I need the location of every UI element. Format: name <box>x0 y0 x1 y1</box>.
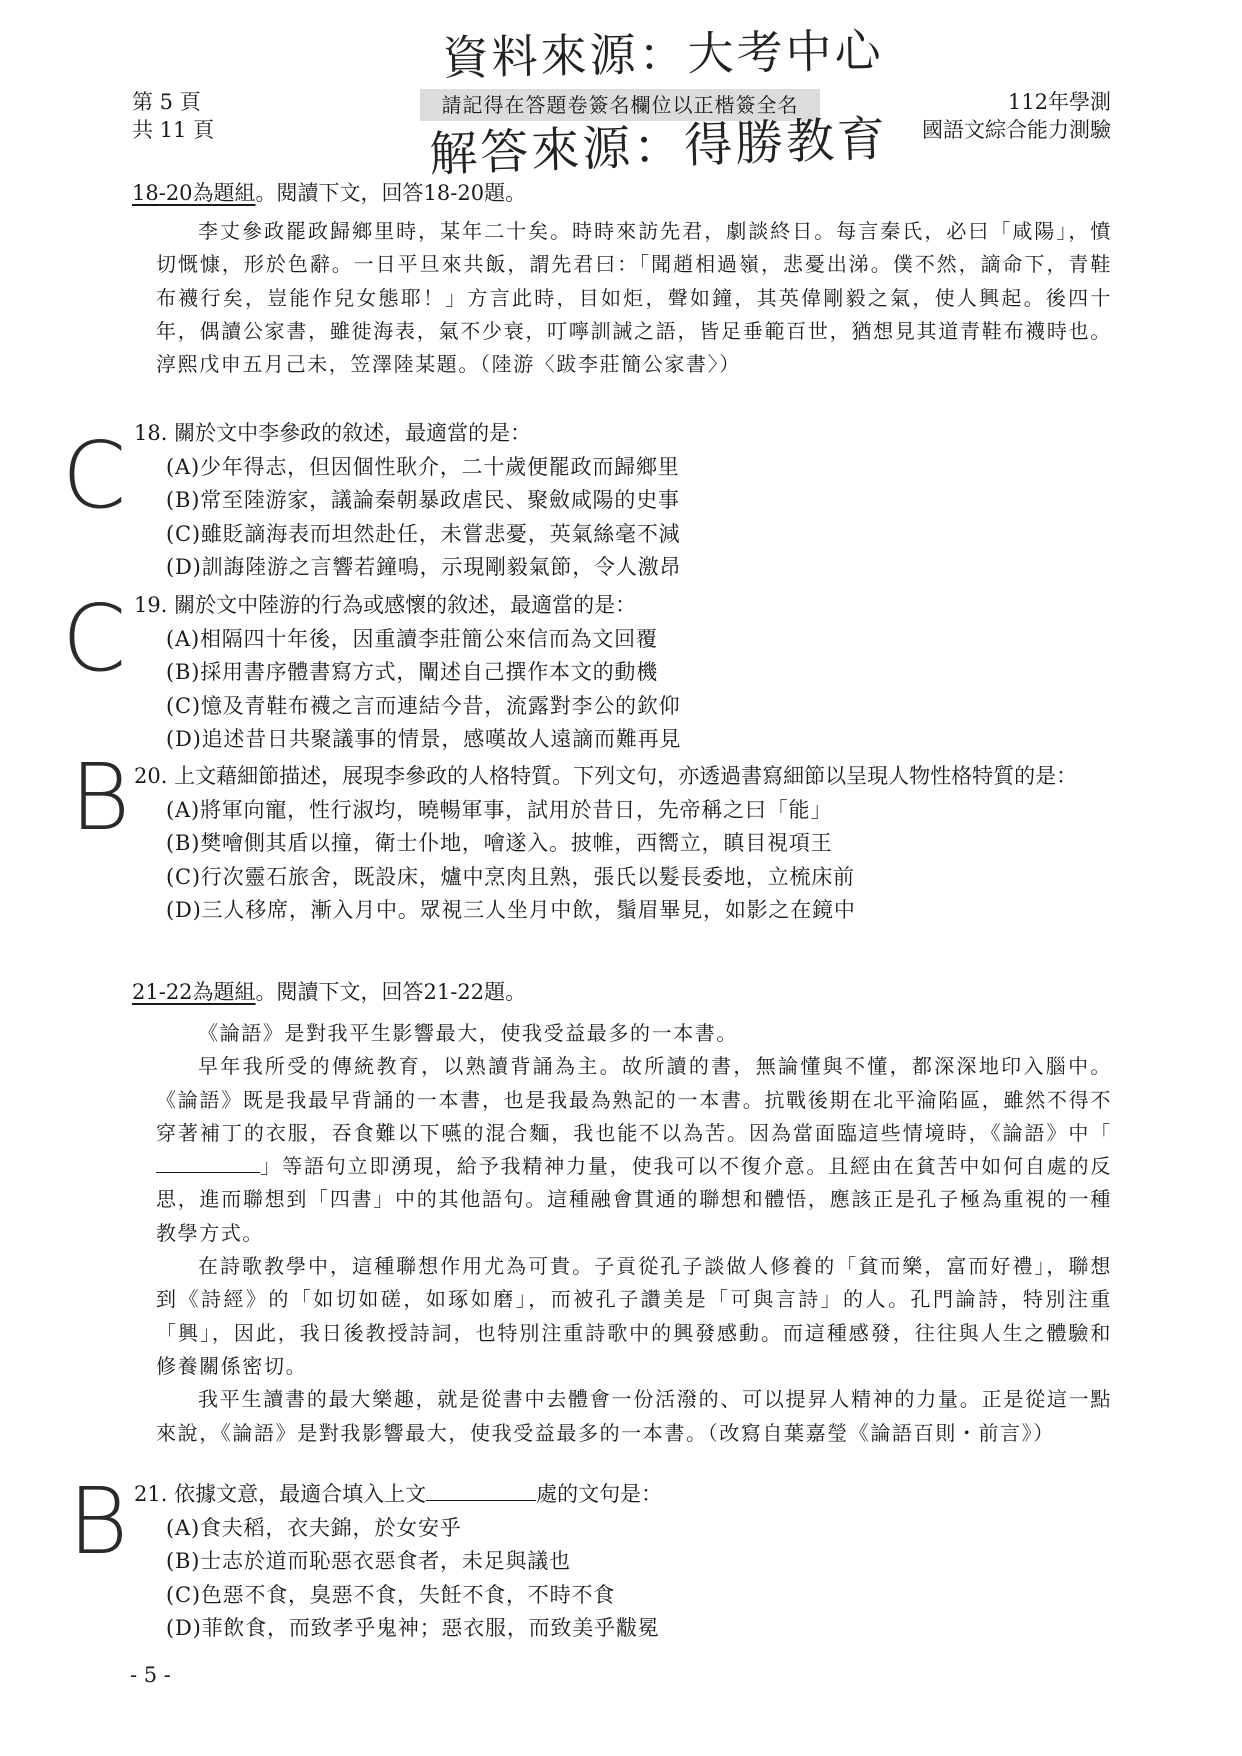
handwritten-answer-19: C <box>62 585 127 692</box>
handwritten-answer-21: B <box>68 1468 129 1575</box>
option-d: (D)三人移席，漸入月中。眾視三人坐月中飲，鬚眉畢見，如影之在鏡中 <box>166 898 856 922</box>
passage-paragraph-3: 在詩歌教學中，這種聯想作用尤為可貴。子貢從孔子談做人修養的「貧而樂，富而好禮」，聯想到《詩經》的「如切如磋，如琢如磨」，而被孔子讚美是「可與言詩」的人。孔門論詩，特別注重「興」，因此，我日後教授詩詞，也特別注重詩歌中的興發感動。而這種感發，往往與人生之體驗和修養關係密切。 <box>156 1254 1112 1378</box>
stem-before-blank: 21. 依據文意，最適合填入上文 <box>134 1482 427 1506</box>
paragraph-2-after-blank: 」等語句立即湧現，給予我精神力量，使我可以不復介意。且經由在貧苦中如何自處的反思，進而聯想到「四書」中的其他語句。這種融會貫通的聯想和體悟，應該正是孔子極為重視的一種教學方式。 <box>156 1154 1112 1245</box>
fill-in-blank <box>156 1154 260 1173</box>
handwritten-answer-20: B <box>70 744 131 851</box>
option-c: (C)雖貶謫海表而坦然赴任，未嘗悲憂，英氣絲毫不減 <box>166 521 681 546</box>
signature-reminder-banner: 請記得在答題卷簽名欄位以正楷簽全名 <box>420 89 820 121</box>
stem-blank <box>426 1482 536 1501</box>
question-19 <box>134 589 1114 757</box>
page-number-label: 第 5 頁 <box>132 90 201 114</box>
option-b: (B)採用書序體書寫方式，闡述自己撰作本文的動機 <box>166 660 659 684</box>
handwritten-answer-18: C <box>62 422 127 529</box>
option-b: (B)樊噲側其盾以撞，衛士仆地，噲遂入。披帷，西嚮立，瞋目視項王 <box>166 831 833 855</box>
stem-after-blank: 處的文句是： <box>536 1482 663 1506</box>
option-b: (B)士志於道而恥惡衣惡食者，未足與議也 <box>166 1549 571 1573</box>
passage-paragraph-1: 《論語》是對我平生影響最大，使我受益最多的一本書。 <box>198 1021 738 1045</box>
group-title-rest: 。閱讀下文，回答18-20題。 <box>255 181 527 205</box>
option-a: (A)食夫稻，衣夫錦，於女安乎 <box>166 1515 462 1540</box>
question-stem <box>134 1478 1114 1512</box>
group-title-rest: 。閱讀下文，回答21-22題。 <box>255 980 527 1004</box>
exam-year: 112年學測 <box>1007 90 1111 114</box>
question-20 <box>134 760 1114 928</box>
option-a: (A)相隔四十年後，因重讀李莊簡公來信而為文回覆 <box>166 626 658 651</box>
handwritten-answer-source-note: 解答來源：得勝教育 <box>428 110 890 183</box>
question-21 <box>134 1478 1114 1646</box>
option-d: (D)菲飲食，而致孝乎鬼神；惡衣服，而致美乎黻冕 <box>166 1616 660 1640</box>
paragraph-2-before-blank: 早年我所受的傳統教育，以熟讀背誦為主。故所讀的書，無論懂與不懂，都深深地印入腦中。《論語》既是我最早背誦的一本書，也是我最為熟記的一本書。抗戰後期在北平淪陷區，雖然不得不穿著補丁的衣服，吞食難以下嚥的混合麵，我也能不以為苦。因為當面臨這些情境時，《論語》中「 <box>156 1054 1112 1145</box>
question-18 <box>134 417 1114 585</box>
exam-name: 國語文綜合能力測驗 <box>922 118 1111 142</box>
group-title-underlined: 18-20為題組 <box>132 181 256 205</box>
group-title-underlined: 21-22為題組 <box>132 980 256 1004</box>
passage-paragraph: 李丈參政罷政歸鄉里時，某年二十矣。時時來訪先君，劇談終日。每言秦氏，必曰「咸陽」，憤切慨慷，形於色辭。一日平旦來共飯，謂先君曰：「聞趙相過嶺，悲憂出涕。僕不然，謫命下，青鞋布襪行矣，豈能作兒女態耶！」方言此時，目如炬，聲如鐘，其英偉剛毅之氣，使人興起。後四十年，偶讀公家書，雖徙海表，氣不少衰，叮嚀訓誡之語，皆足垂範百世，猶想見其道青鞋布襪時也。淳熙戊申五月己未，笠澤陸某題。（陸游〈跋李莊簡公家書〉） <box>156 219 1112 377</box>
passage-paragraph-2 <box>156 1050 1112 1250</box>
option-c: (C)行次靈石旅舍，既設床，爐中烹肉且熟，張氏以髮長委地，立梳床前 <box>166 864 855 889</box>
group-title-18-20 <box>132 178 526 208</box>
handwritten-source-note: 資料來源：大考中心 <box>442 23 885 85</box>
question-stem: 19. 關於文中陸游的行為或感懷的敘述，最適當的是： <box>134 593 637 617</box>
option-a: (A)少年得志，但因個性耿介，二十歲便罷政而歸鄉里 <box>166 454 680 479</box>
option-a: (A)將軍向寵，性行淑均，曉暢軍事，試用於昔日，先帝稱之曰「能」 <box>166 797 833 822</box>
passage-paragraph-4: 我平生讀書的最大樂趣，就是從書中去體會一份活潑的、可以提昇人精神的力量。正是從這一點來說，《論語》是對我影響最大，使我受益最多的一本書。（改寫自葉嘉瑩《論語百則・前言》） <box>156 1387 1112 1445</box>
option-c: (C)色惡不食，臭惡不食，失飪不食，不時不食 <box>166 1582 616 1607</box>
footer-page-number: - 5 - <box>130 1663 171 1687</box>
passage-18-20 <box>156 215 1112 381</box>
passage-21-22 <box>156 1017 1112 1450</box>
option-d: (D)追述昔日共聚議事的情景，感嘆故人遠謫而難再見 <box>166 727 682 751</box>
group-title-21-22 <box>132 977 526 1007</box>
option-b: (B)常至陸游家，議論秦朝暴政虐民、聚斂咸陽的史事 <box>166 488 680 512</box>
option-c: (C)憶及青鞋布襪之言而連結今昔，流露對李公的欽仰 <box>166 693 681 718</box>
question-stem: 20. 上文藉細節描述，展現李參政的人格特質。下列文句，亦透過書寫細節以呈現人物性格特質的是： <box>134 764 1078 788</box>
total-pages-label: 共 11 頁 <box>132 118 215 142</box>
question-stem: 18. 關於文中李參政的敘述，最適當的是： <box>134 421 532 445</box>
option-d: (D)訓誨陸游之言響若鐘鳴，示現剛毅氣節，令人激昂 <box>166 555 682 579</box>
